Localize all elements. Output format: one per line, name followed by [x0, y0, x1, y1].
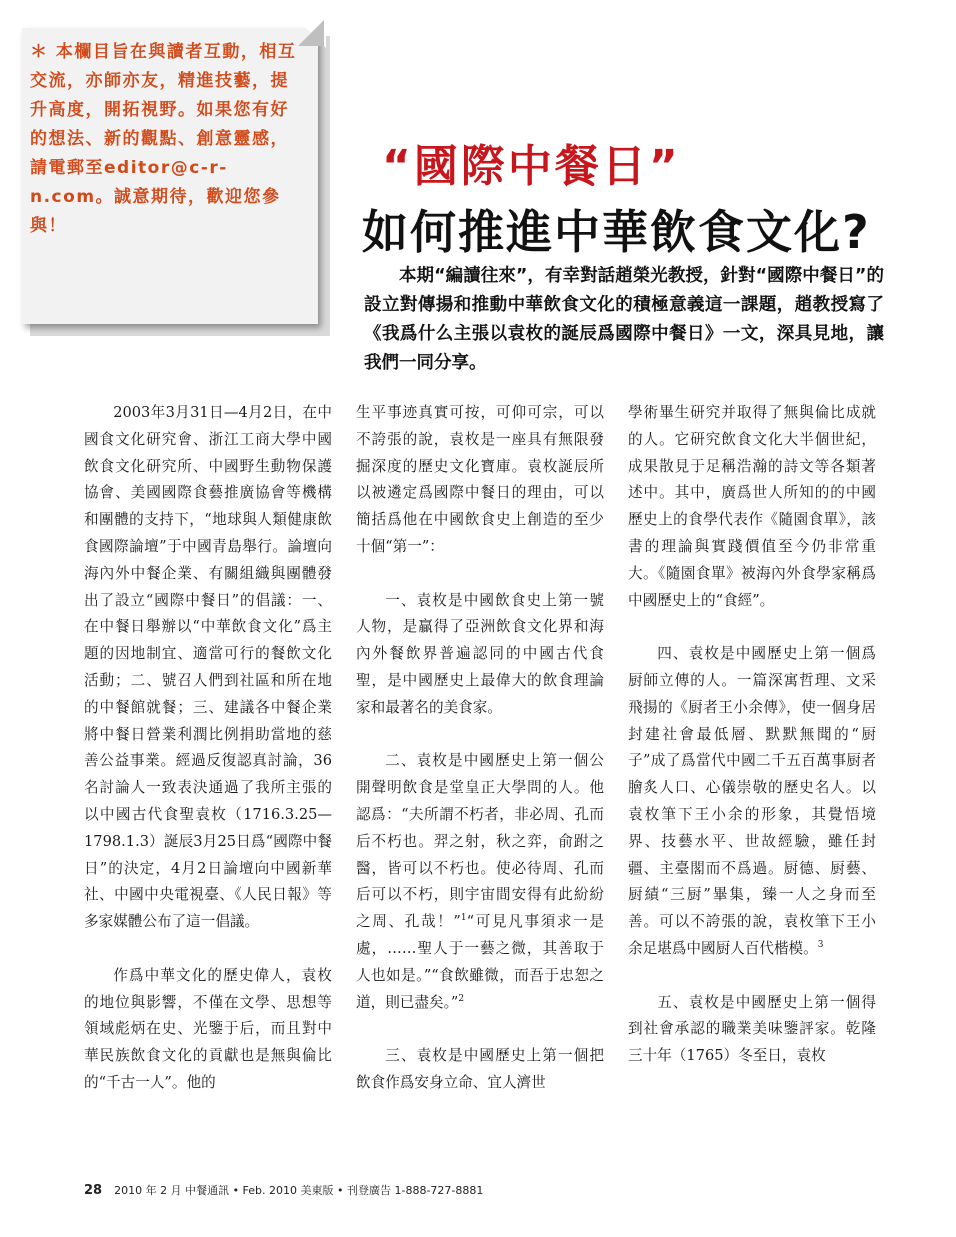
page-footer: [84, 1182, 483, 1198]
footnote-marker: 3: [817, 940, 824, 951]
footnote-marker: 2: [458, 993, 465, 1004]
paragraph: [356, 748, 604, 1016]
paragraph: 一、袁枚是中國飲食史上第一號人物，是贏得了亞洲飲食文化界和海內外餐飲界普遍認同的中國古代食聖，是中國歷史上最偉大的飲食理論家和最著名的美食家。: [356, 591, 604, 716]
paragraph: 三、袁枚是中國歷史上第一個把飲食作爲安身立命、宜人濟世: [356, 1047, 604, 1091]
paragraph: 五、袁枚是中國歷史上第一個得到社會承認的職業美味鑒評家。乾隆三十年（1765）冬至日，袁枚: [628, 993, 876, 1065]
footer-text: 2010 年 2 月 中餐通訊 • Feb. 2010 美東版 • 刊登廣告 1-888-727-8881: [114, 1184, 484, 1197]
paragraph: 2003年3月31日—4月2日，在中國食文化研究會、浙江工商大學中國飲食文化研究所、中國野生動物保護協會、美國國際食藝推廣協會等機構和團體的支持下，“地球與人類健康飲食國際論壇”于中國青島舉行。論壇向海內外中餐企業、有關組織與團體發出了設立“國際中餐日”的倡議：一、在中餐日舉辦以“中華飲食文化”爲主題的因地制宜、適當可行的餐飲文化活動；二、號召人們到社區和所在地的中餐館就餐；三、建議各中餐企業將中餐日營業利潤比例捐助當地的慈善公益事業。經過反復認真討論，36名討論人一致表決通過了我所主張的以中國古代食聖袁枚（1716.3.25—1798.1.3）誕辰3月25日爲“國際中餐日”的決定，4月2日論壇向中國新華社、中國中央電視臺、《人民日報》等多家媒體公布了這一倡議。: [84, 404, 332, 931]
page-curl-fold: [298, 20, 324, 46]
title-line-2: 如何推進中華飲食文化?: [362, 205, 871, 259]
title-line-1: “國際中餐日”: [382, 141, 681, 192]
paragraph: [628, 641, 876, 963]
footnote-marker: 1: [460, 913, 467, 924]
paragraph-text: “可見凡事須求一是處，……聖人于一藝之微，其善取于人也如是。”“食飲雖微，而吾于忠恕之道，則已盡矣。”: [356, 913, 604, 1011]
paragraph: 學術畢生研究并取得了無與倫比成就的人。它研究飲食文化大半個世紀，成果散見于足稱浩瀚的詩文等各類著述中。其中，廣爲世人所知的的中國歷史上的食學代表作《隨園食單》，該書的理論與實踐價值至今仍非常重大。《隨園食單》被海內外食學家稱爲中國歷史上的“食經”。: [628, 404, 876, 609]
paragraph: 作爲中華文化的歷史偉人，袁枚的地位與影響，不僅在文學、思想等領域彪炳在史、光鑒于后，而且對中華民族飲食文化的貢獻也是無與倫比的“千古一人”。他的: [84, 966, 332, 1091]
article-column-3: [628, 400, 876, 1070]
article-column-2: [356, 400, 604, 1097]
intro-paragraph: 本期“編讀往來”，有幸對話趙榮光教授，針對“國際中餐日”的設立對傳揚和推動中華飲食文化的積極意義這一課題，趙教授寫了《我爲什么主張以袁枚的誕辰爲國際中餐日》一文，深具見地，讓我們一同分享。: [364, 266, 884, 373]
paragraph-text: 四、袁枚是中國歷史上第一個爲厨師立傳的人。一篇深寓哲理、文采飛揚的《厨者王小余傳》，使一個身居封建社會最低層、默默無聞的“厨子”成了爲當代中國二千五百萬事厨者膾炙人口、心儀崇敬的歷史名人。以袁枚筆下王小余的形象，其覺悟境界、技藝水平、世故經驗，雖任封疆、主臺閣而不爲過。厨德、厨藝、厨績“三厨”畢集，臻一人之身而至善。可以不誇張的說，袁枚筆下王小余足堪爲中國厨人百代楷模。: [628, 645, 876, 957]
article-column-1: [84, 400, 332, 1097]
paragraph-text: 二、袁枚是中國歷史上第一個公開聲明飲食是堂皇正大學問的人。他認爲：“夫所謂不朽者，非必周、孔而后不朽也。羿之射，秋之弈，俞跗之醫，皆可以不朽也。使必待周、孔而后可以不朽，則宇宙間安得有此紛紛之周、孔哉！”: [356, 752, 604, 931]
paragraph: 生平事迹真實可按，可仰可宗，可以不誇張的說，袁枚是一座具有無限發掘深度的歷史文化寶庫。袁枚誕辰所以被遴定爲國際中餐日的理由，可以簡括爲他在中國飲食史上創造的至少十個“第一”：: [356, 404, 604, 555]
editor-note-text: ＊ 本欄目旨在與讀者互動，相互交流，亦師亦友，精進技藝，提升高度，開拓視野。如果您有好的想法、新的觀點、創意靈感，請電郵至editor@c-r-n.com。誠意期待，歡迎您參與！: [30, 42, 297, 236]
page-number: 28: [84, 1183, 103, 1198]
